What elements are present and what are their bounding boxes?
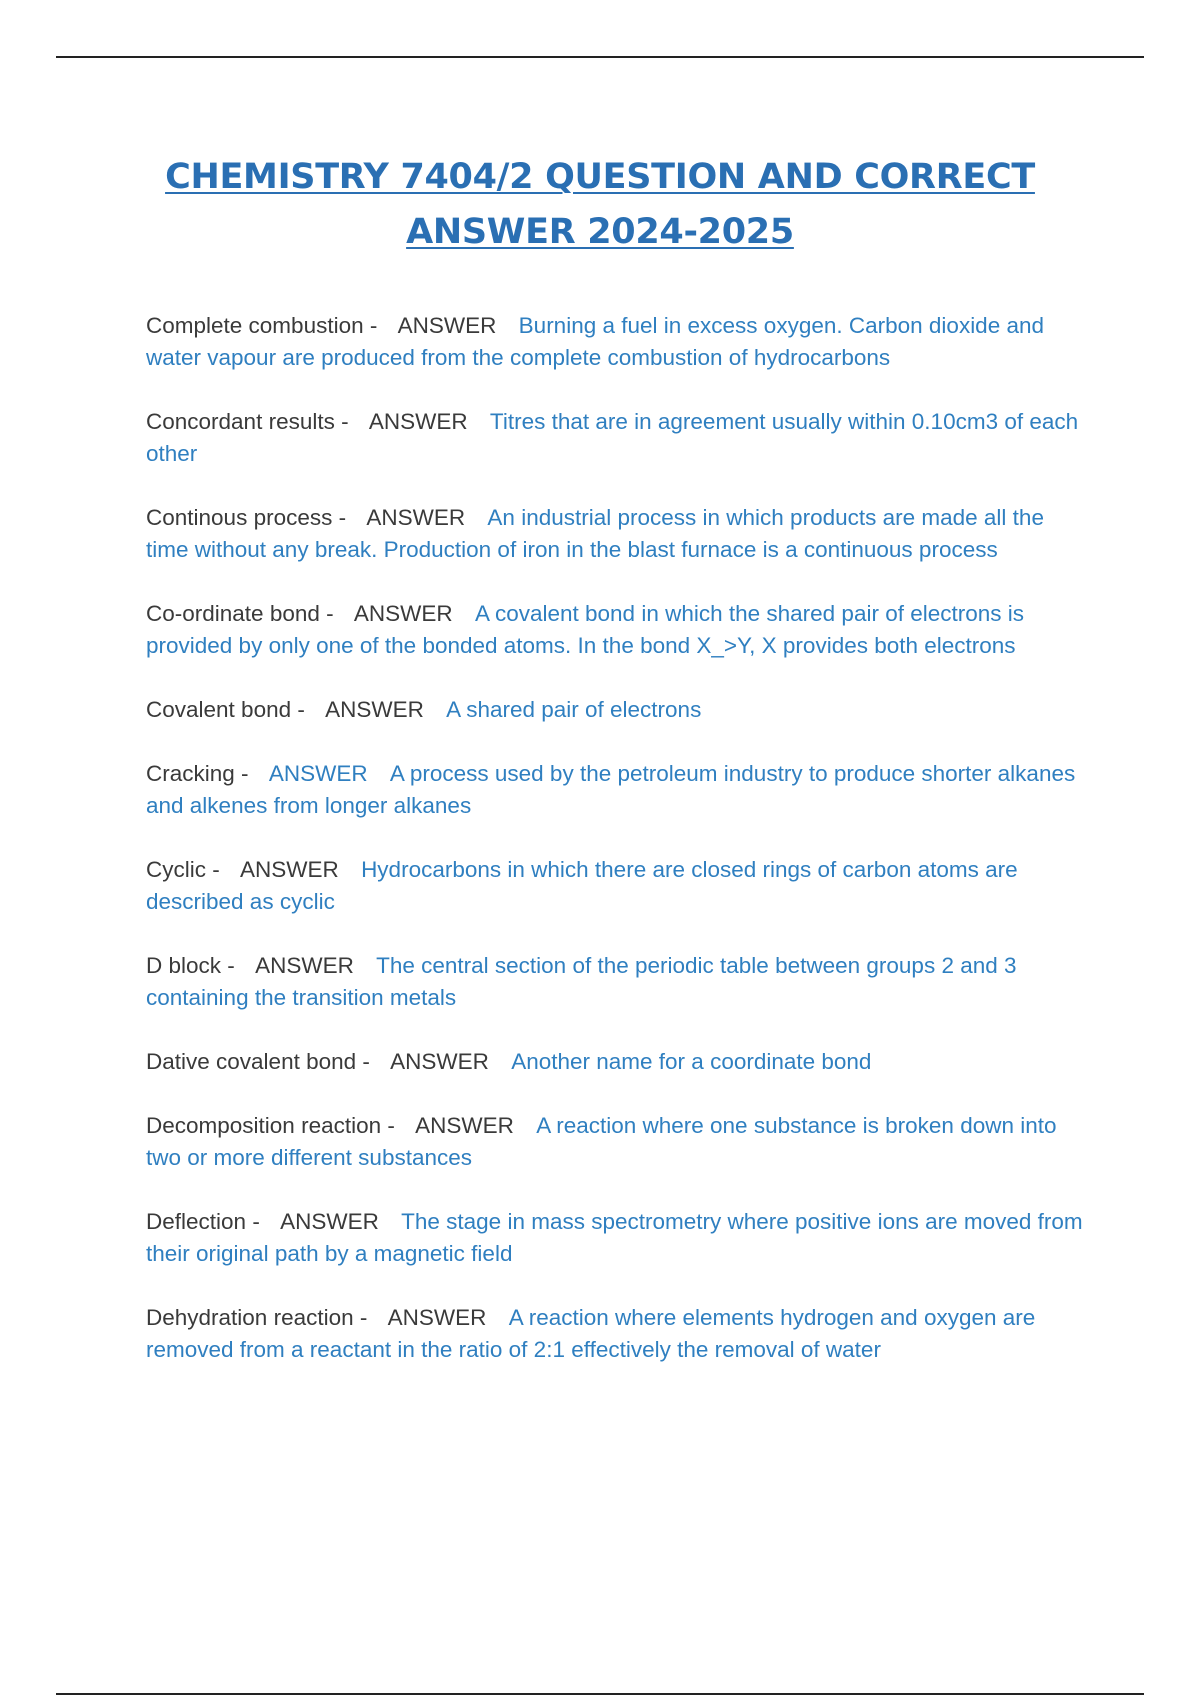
entry-definition: A covalent bond in which the shared pair of electrons is provided by only one of the bonded atoms. In the bond X_>Y, X provides both electrons	[146, 601, 1025, 658]
glossary-entry	[146, 598, 1086, 662]
answer-label: ANSWER	[255, 953, 354, 978]
entry-term: Dehydration reaction	[146, 1305, 354, 1330]
answer-label: ANSWER	[415, 1113, 514, 1138]
entry-separator: -	[362, 1049, 370, 1074]
entry-separator: -	[227, 953, 235, 978]
glossary-entry	[146, 1046, 1086, 1078]
entry-definition: Burning a fuel in excess oxygen. Carbon dioxide and water vapour are produced from the complete combustion of hydrocarbons	[146, 313, 1045, 370]
entry-definition: The stage in mass spectrometry where positive ions are moved from their original path by a magnetic field	[146, 1209, 1083, 1266]
bottom-rule	[56, 1693, 1144, 1695]
entry-separator: -	[297, 697, 305, 722]
glossary-entry	[146, 950, 1086, 1014]
answer-label: ANSWER	[368, 409, 468, 434]
glossary-entry	[146, 502, 1086, 566]
entry-term: Covalent bond	[146, 697, 292, 722]
answer-label: ANSWER	[325, 697, 424, 722]
glossary-entry	[146, 310, 1086, 374]
glossary-entry	[146, 854, 1086, 918]
glossary-entry	[146, 406, 1086, 470]
glossary-entry	[146, 1302, 1086, 1366]
entry-term: Continous process	[146, 505, 333, 530]
entry-separator: -	[359, 1305, 368, 1330]
entry-definition: A reaction where one substance is broken down into two or more different substances	[146, 1113, 1057, 1170]
answer-label: ANSWER	[280, 1209, 379, 1234]
answer-label: ANSWER	[268, 761, 368, 786]
entry-separator: -	[387, 1113, 395, 1138]
entry-term: Concordant results	[146, 409, 335, 434]
entry-term: Cyclic	[146, 857, 206, 882]
entry-separator: -	[241, 761, 249, 786]
glossary-entry	[146, 1206, 1086, 1270]
entry-separator: -	[326, 601, 334, 626]
entry-term: Deflection	[146, 1209, 247, 1234]
entry-term: D block	[146, 953, 222, 978]
answer-label: ANSWER	[366, 505, 466, 530]
entry-definition: Hydrocarbons in which there are closed rings of carbon atoms are described as cyclic	[146, 857, 1018, 914]
glossary-entry	[146, 1110, 1086, 1174]
entry-term: Dative covalent bond	[146, 1049, 357, 1074]
entry-definition: A reaction where elements hydrogen and oxygen are removed from a reactant in the ratio of 2:1 effectively the removal of water	[146, 1305, 1036, 1362]
entry-definition: An industrial process in which products are made all the time without any break. Production of iron in the blast furnace is a continuous process	[146, 505, 1044, 562]
answer-label: ANSWER	[387, 1305, 487, 1330]
entry-separator: -	[252, 1209, 260, 1234]
entry-separator: -	[369, 313, 378, 338]
document-title	[100, 150, 1100, 260]
entry-term: Co-ordinate bond	[146, 601, 320, 626]
entry-term: Complete combustion	[146, 313, 364, 338]
title-line-2: ANSWER 2024-2025	[406, 212, 794, 252]
answer-label: ANSWER	[390, 1049, 489, 1074]
entry-separator: -	[338, 505, 347, 530]
entry-definition: The central section of the periodic table between groups 2 and 3 containing the transition metals	[146, 953, 1017, 1010]
entry-definition: Another name for a coordinate bond	[511, 1049, 872, 1074]
entry-definition: A shared pair of electrons	[446, 697, 702, 722]
answer-label: ANSWER	[353, 601, 453, 626]
title-line-1: CHEMISTRY 7404/2 QUESTION AND CORRECT	[165, 157, 1035, 197]
answer-label: ANSWER	[240, 857, 339, 882]
entry-separator: -	[212, 857, 220, 882]
entry-term: Decomposition reaction	[146, 1113, 382, 1138]
glossary-list	[146, 310, 1086, 1398]
entry-separator: -	[341, 409, 349, 434]
glossary-entry	[146, 694, 1086, 726]
entry-definition: A process used by the petroleum industry to produce shorter alkanes and alkenes from longer alkanes	[146, 761, 1076, 818]
glossary-entry	[146, 758, 1086, 822]
entry-term: Cracking	[146, 761, 235, 786]
entry-definition: Titres that are in agreement usually within 0.10cm3 of each other	[146, 409, 1079, 466]
answer-label: ANSWER	[397, 313, 497, 338]
top-rule	[56, 56, 1144, 58]
